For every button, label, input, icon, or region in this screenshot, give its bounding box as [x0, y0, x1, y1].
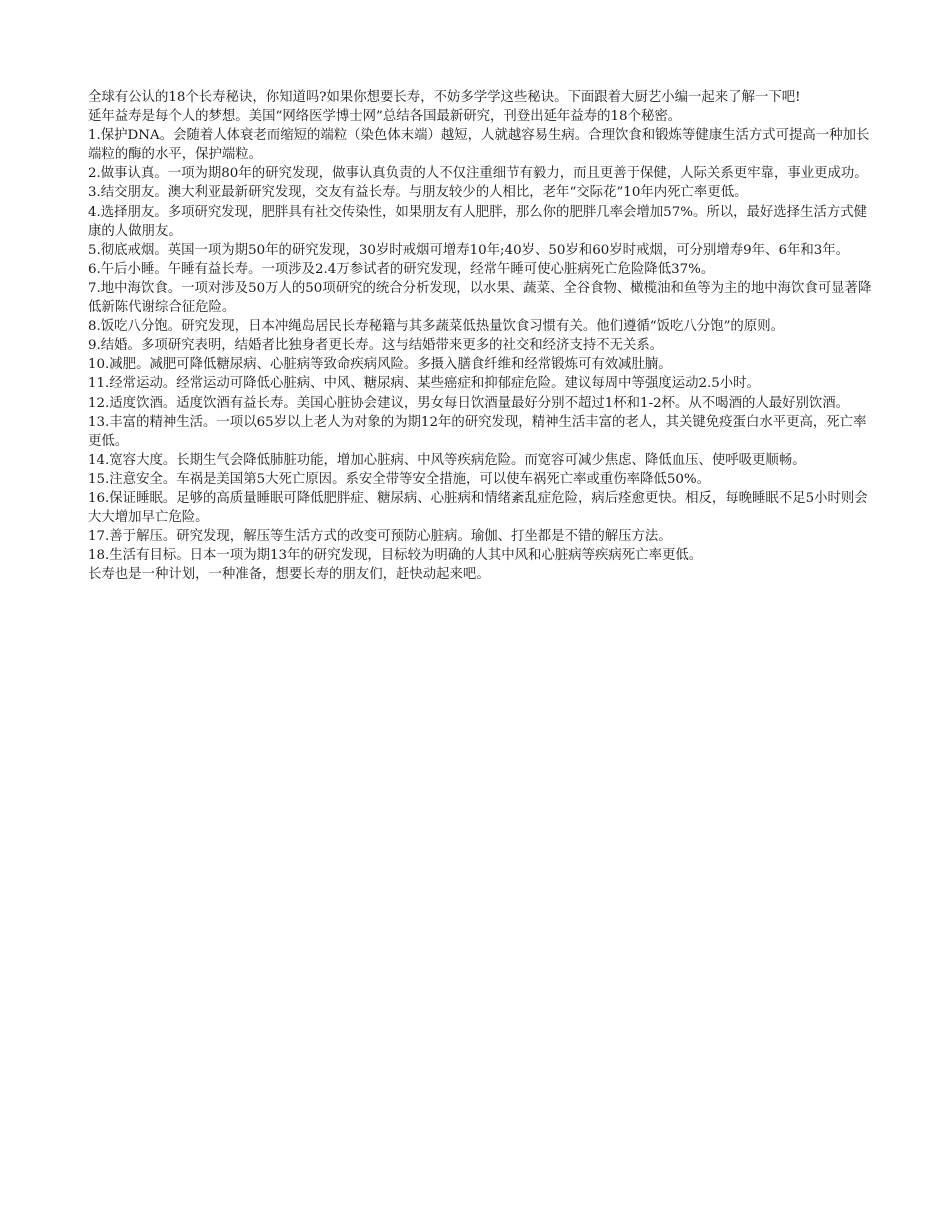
- list-item: 18.生活有目标。日本一项为期13年的研究发现，目标较为明确的人其中风和心脏病等疾病死亡率更低。: [88, 548, 703, 564]
- document-body: [88, 88, 872, 584]
- list-item: 1.保护DNA。会随着人体衰老而缩短的端粒（染色体末端）越短，人就越容易生病。合理饮食和锻炼等健康生活方式可提高一种加长端粒的酶的水平，保护端粒。: [88, 128, 870, 163]
- list-item: 8.饭吃八分饱。研究发现，日本冲绳岛居民长寿秘籍与其多蔬菜低热量饮食习惯有关。他们遵循“饭吃八分饱”的原则。: [88, 319, 784, 335]
- list-item: 7.地中海饮食。一项对涉及50万人的50项研究的统合分析发现，以水果、蔬菜、全谷食物、橄榄油和鱼等为主的地中海饮食可显著降低新陈代谢综合征危险。: [88, 280, 872, 316]
- list-item: 16.保证睡眠。足够的高质量睡眠可降低肥胖症、糖尿病、心脏病和情绪紊乱症危险，病后痊愈更快。相反，每晚睡眠不足5小时则会大大增加早亡危险。: [88, 490, 868, 526]
- list-item: 2.做事认真。一项为期80年的研究发现，做事认真负责的人不仅注重细节有毅力，而且更善于保健，人际关系更牢靠，事业更成功。: [88, 166, 868, 182]
- closing-paragraph: 长寿也是一种计划，一种准备，想要长寿的朋友们，赶快动起来吧。: [88, 567, 490, 583]
- list-item: 9.结婚。多项研究表明，结婚者比独身者更长寿。这与结婚带来更多的社交和经济支持不无关系。: [88, 338, 664, 354]
- list-item: 3.结交朋友。澳大利亚最新研究发现，交友有益长寿。与朋友较少的人相比，老年“交际花”10年内死亡率更低。: [88, 185, 748, 201]
- list-item: 4.选择朋友。多项研究发现，肥胖具有社交传染性，如果朋友有人肥胖，那么你的肥胖几率会增加57%。所以，最好选择生活方式健康的人做朋友。: [88, 204, 868, 239]
- list-item: 10.减肥。减肥可降低糖尿病、心脏病等致命疾病风险。多摄入膳食纤维和经常锻炼可有效减肚腩。: [88, 357, 672, 373]
- list-item: 17.善于解压。研究发现，解压等生活方式的改变可预防心脏病。瑜伽、打坐都是不错的解压方法。: [88, 529, 672, 545]
- lead-paragraph: 延年益寿是每个人的梦想。美国“网络医学博士网”总结各国最新研究，刊登出延年益寿的18个秘密。: [88, 109, 682, 125]
- list-item: 15.注意安全。车祸是美国第5大死亡原因。系安全带等安全措施，可以使车祸死亡率或重伤率降低50%。: [88, 471, 710, 487]
- list-item: 5.彻底戒烟。英国一项为期50年的研究发现，30岁时戒烟可增寿10年;40岁、50岁和60岁时戒烟，可分别增寿9年、6年和3年。: [88, 242, 850, 258]
- intro-paragraph: 全球有公认的18个长寿秘诀，你知道吗?如果你想要长寿，不妨多学学这些秘诀。下面跟着大厨艺小编一起来了解一下吧!: [88, 90, 801, 105]
- list-item: 11.经常运动。经常运动可降低心脏病、中风、糖尿病、某些癌症和抑郁症危险。建议每周中等强度运动2.5小时。: [88, 376, 760, 392]
- list-item: 12.适度饮酒。适度饮酒有益长寿。美国心脏协会建议，男女每日饮酒量最好分别不超过1杯和1-2杯。从不喝酒的人最好别饮酒。: [88, 395, 850, 411]
- list-item: 14.宽容大度。长期生气会降低肺脏功能，增加心脏病、中风等疾病危险。而宽容可减少焦虑、降低血压、使呼吸更顺畅。: [88, 452, 806, 468]
- list-item: 6.午后小睡。午睡有益长寿。一项涉及2.4万参试者的研究发现，经常午睡可使心脏病死亡危险降低37%。: [88, 261, 715, 277]
- secret-list: [88, 126, 872, 565]
- list-item: 13.丰富的精神生活。一项以65岁以上老人为对象的为期12年的研究发现，精神生活丰富的老人，其关键免疫蛋白水平更高，死亡率更低。: [88, 414, 867, 449]
